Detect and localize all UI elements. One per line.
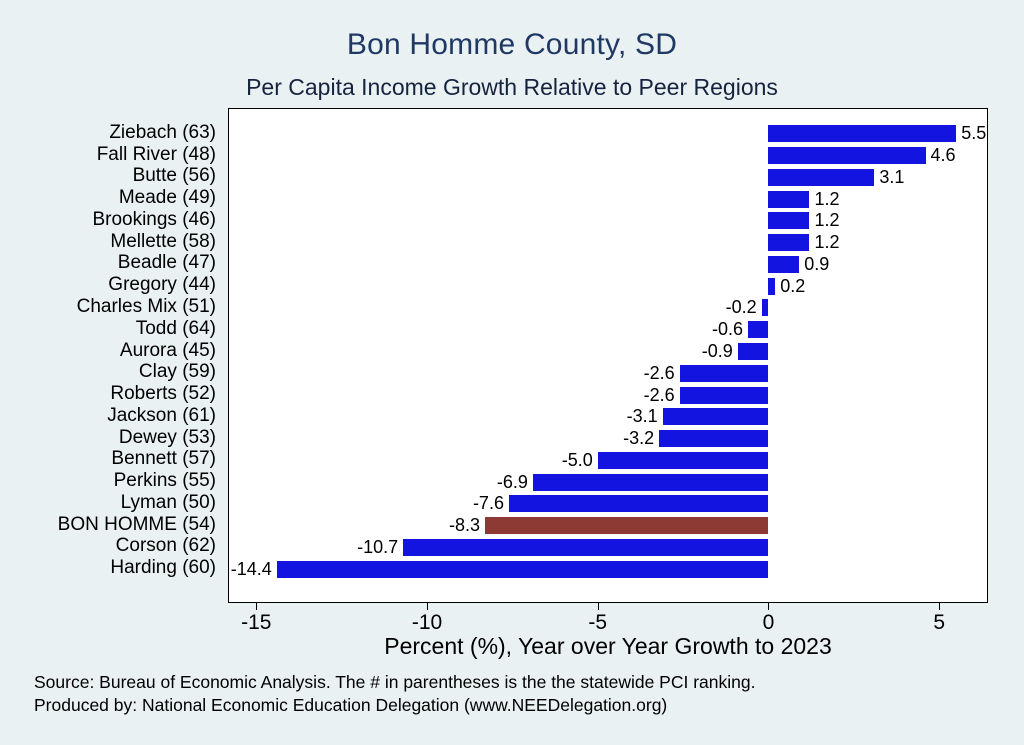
bar [768,191,809,208]
bar [768,147,925,164]
bar-value-label: 0.9 [804,253,830,274]
y-axis-tick-label: Aurora (45) [119,339,216,361]
x-axis-tick-label: 0 [762,611,775,634]
bar-value-label: 3.1 [879,166,905,187]
y-axis-tick-label: Clay (59) [138,361,216,383]
tick-mark [427,603,428,610]
bar-value-label: -7.6 [472,493,504,514]
x-axis-label: Percent (%), Year over Year Growth to 2023 [384,633,832,659]
bar [680,387,769,404]
bar-row [229,493,987,515]
y-axis-tick-label: Perkins (55) [113,470,216,492]
page-subtitle: Per Capita Income Growth Relative to Peer Regions [246,74,778,100]
bar-row [229,341,987,363]
y-axis-tick-label: Mellette (58) [110,230,216,252]
bar [762,299,769,316]
bar-row [229,449,987,471]
y-axis-tick-label: Todd (64) [135,317,216,339]
bar-row [229,558,987,580]
bar-value-label: 1.2 [814,188,840,209]
bar-value-label: -14.4 [230,558,272,579]
y-axis-tick-label: Beadle (47) [117,252,216,274]
bar-value-label: 4.6 [930,145,956,166]
y-axis-tick-label: Brookings (46) [92,208,216,230]
x-axis-ticks [228,603,988,633]
bar-row [229,471,987,493]
bar-row [229,275,987,297]
bar-value-label: -10.7 [357,536,399,557]
footer-line-2: Produced by: National Economic Education Delegation (www.NEEDelegation.org) [34,695,668,715]
bar [768,278,775,295]
bar-value-label: 1.2 [814,232,840,253]
bar [768,125,956,142]
footer-note [34,671,755,717]
bar-row [229,428,987,450]
bar [768,169,874,186]
bar-value-label: 1.2 [814,210,840,231]
y-axis-tick-label: Dewey (53) [118,426,216,448]
bar [509,495,768,512]
x-axis-tick-label: -10 [411,611,443,634]
bar-row [229,362,987,384]
plot-area [228,108,988,603]
y-axis-tick-label: Corson (62) [115,535,216,557]
x-axis-tick-label: 5 [933,611,946,634]
bar-value-label: -2.6 [643,362,675,383]
bar-row [229,406,987,428]
bar-value-label: 0.2 [780,275,806,296]
x-axis-tick-label: -5 [588,611,608,634]
bar-row [229,297,987,319]
bar-row [229,145,987,167]
bar-value-label: -0.9 [701,340,733,361]
bar-value-label: -6.9 [496,471,528,492]
y-axis-tick-label: Lyman (50) [120,491,216,513]
tick-mark [939,603,940,610]
bar [768,212,809,229]
bar-row [229,188,987,210]
y-axis-tick-label: Fall River (48) [96,143,216,165]
bar-value-label: 5.5 [961,123,987,144]
y-axis-tick-label: Butte (56) [132,165,216,187]
tick-mark [256,603,257,610]
y-axis-tick-label: Roberts (52) [110,383,216,405]
bar-row [229,254,987,276]
bar-row [229,167,987,189]
y-axis-tick-label: Gregory (44) [108,274,216,296]
tick-mark [768,603,769,610]
y-axis-tick-label: Charles Mix (51) [76,295,216,317]
bar [533,474,769,491]
bar-row [229,384,987,406]
bar [738,343,769,360]
bar-value-label: -5.0 [561,449,593,470]
bar [598,452,769,469]
footer-line-1: Source: Bureau of Economic Analysis. The # in parentheses is the the statewide PCI ranking. [34,672,756,692]
bar-value-label: -0.2 [725,297,757,318]
y-axis-tick-label: Bennett (57) [111,448,216,470]
y-axis-tick-label: Jackson (61) [107,404,216,426]
bar-row [229,536,987,558]
bar [680,365,769,382]
bar [768,256,799,273]
x-axis-tick-label: -15 [241,611,272,634]
bar-row [229,123,987,145]
bar [748,321,768,338]
bar-value-label: -0.6 [711,319,743,340]
tick-mark [598,603,599,610]
bar-row [229,319,987,341]
page-title: Bon Homme County, SD [346,28,678,61]
y-axis-tick-label: Harding (60) [110,557,216,579]
y-axis-tick-label: Ziebach (63) [109,121,216,143]
bar [277,561,769,578]
bar-row [229,210,987,232]
bar [485,517,768,534]
bar-value-label: -8.3 [449,515,481,536]
bar-row [229,515,987,537]
bar [663,408,769,425]
bar-value-label: -3.2 [623,428,655,449]
bar-value-label: -3.1 [626,406,658,427]
bar [768,234,809,251]
bar [403,539,768,556]
y-axis-tick-label: Meade (49) [118,187,216,209]
bar [659,430,768,447]
bars-container [229,109,987,602]
y-axis-labels [0,108,222,603]
y-axis-tick-label: BON HOMME (54) [57,513,216,535]
bar-row [229,232,987,254]
bar-value-label: -2.6 [643,384,675,405]
